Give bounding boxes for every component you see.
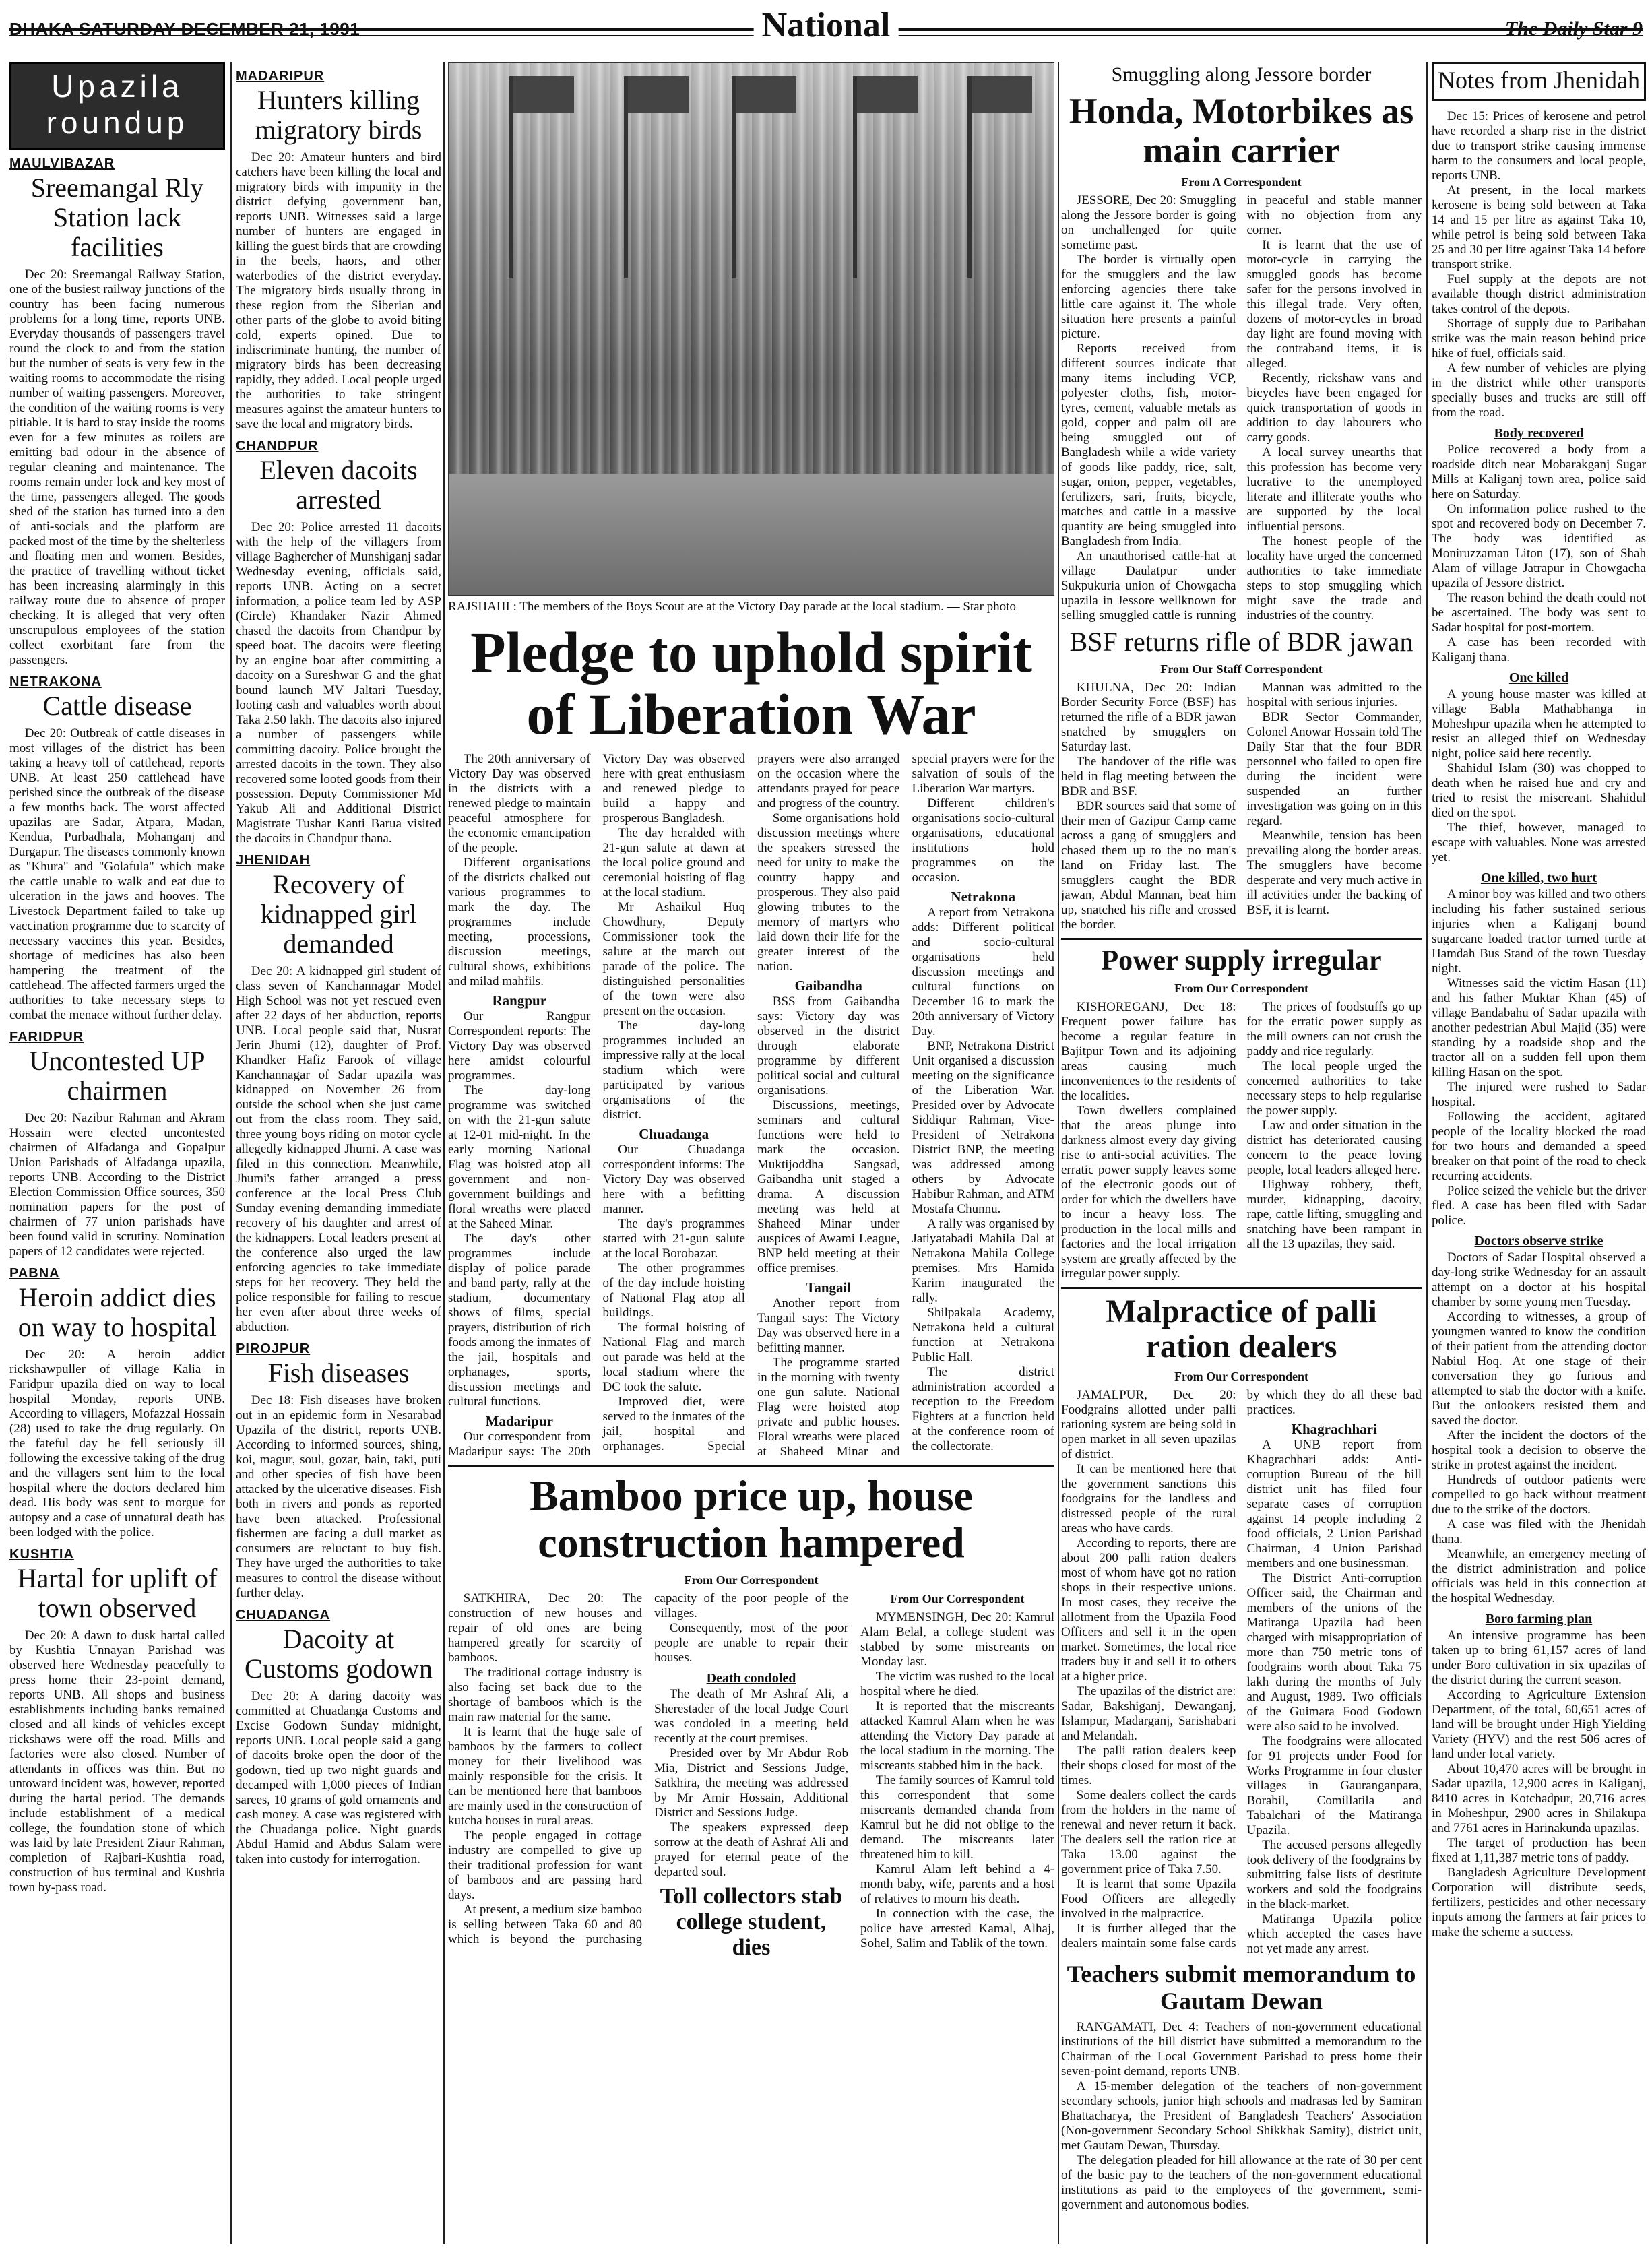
note-body: [1432, 887, 1646, 1228]
note-subhead: Doctors observe strike: [1474, 1234, 1603, 1248]
story-headline: Cattle disease: [42, 691, 192, 721]
note-paragraph: At present, in the local markets kerosene is being sold between at Taka 14 and 15 per litre as against Taka 10, while petrol is being sold between Taka 25 and 30 per litre against Taka 14 before transport strike.: [1432, 183, 1646, 272]
story-paragraph: RANGAMATI, Dec 4: Teachers of non-government educational institutions of the hill district have submitted a memorandum to the Chairman of the Local Government Parishad to press home their seven-point demand, reports UNB.: [1061, 2020, 1422, 2079]
story-paragraph: At present, a medium size bamboo is selling between Taka 60 and 80 which is beyond the purchasing capacity of the poor people of the villages.: [448, 1591, 848, 1946]
story-paragraph: According to reports, there are about 200 palli ration dealers most of whom have got no ration shops in their respective unions. In most cases, they receive the allotment from the Upazila Food Officers and sell it in the open market. Sometimes, the local rice traders buy it and sell it to others at a higher price.: [1061, 1536, 1236, 1684]
story-paragraph: Dec 20: Sreemangal Railway Station, one of the busiest railway junctions of the country has been facing numerous problems for a long time, reports UNB. Everyday thousands of passengers travel round the clock to and from the station but the number of seats is very few in the waiting rooms to accommodate the rising number of waiting passengers. Moreover, the condition of the waiting rooms is very pitiable. It is hard to stay inside the rooms even for a few minutes as toilets are emitting bad odour in the absence of regular cleaning and maintenance. The rooms remain under lock and key most of the time, passengers alleged. The goods shed of the station has turned into a den of anti-socials and the platform are packed most of the time by the shelterless and floating men and women. Besides, the practice of travelling without ticket has been increasing alarmingly in this railway route due to absence of proper checking. It is alleged that very often unscrupulous employees of the station collect exorbitant fare from the passengers.: [9, 267, 225, 667]
story-paragraph: The handover of the rifle was held in flag meeting between the BDR and BSF.: [1061, 755, 1236, 798]
column-smuggling: [1061, 62, 1422, 2244]
story-paragraph: Some organisations hold discussion meetings where the speakers stressed the need for unity to make the country happy and prosperous. They also paid glowing tributes to the memory of martyrs who laid down their life for the greater interest of the nation.: [757, 811, 900, 974]
story-paragraph: The death of Mr Ashraf Ali, a Sherestader of the local Judge Court was condoled in a meeting held recently at the court premises.: [654, 1687, 848, 1746]
story-paragraph: The people engaged in cottage industry are compelled to give up their traditional profession for want of bamboos and are passing hard days.: [448, 1829, 642, 1902]
story-body: [9, 1628, 225, 1895]
power-supply-headline: Power supply irregular: [1101, 945, 1382, 976]
story-paragraph: The 20th anniversary of Victory Day was observed in the districts with a renewed pledge to maintain peaceful atmosphere for the economic emancipation of the people.: [448, 752, 591, 855]
column-rule: [1426, 62, 1428, 2244]
note-paragraph: Shortage of supply due to Paribahan strike was the main reason behind price hike of fuel, officials said.: [1432, 317, 1646, 360]
bsf-headline: BSF returns rifle of BDR jawan: [1069, 627, 1413, 657]
note-subhead: One killed, two hurt: [1480, 870, 1597, 885]
story-paragraph: The programme started in the morning with twenty one gun salute. National Flag were hoisted atop private and public houses. Floral wreaths were placed at Shaheed Minar and special prayers were for the salvation of souls of the Liberation War martyrs.: [757, 752, 1054, 1459]
story-paragraph: The day heralded with 21-gun salute at dawn at the local police ground and ceremonial hoisting of flag at the local stadium.: [602, 826, 745, 899]
story-paragraph: Some dealers collect the cards from the holders in the name of renewal and never return it back. The dealers sell the ration rice at Taka 13.00 against the government price of Taka 7.50.: [1061, 1788, 1236, 1876]
story-paragraph: Different organisations of the districts chalked out various programmes to mark the day. The programmes include meeting, processions, discussion meetings, cultural shows, exhibitions and milad mahfils.: [448, 856, 591, 988]
story-paragraph: An unauthorised cattle-hat at village Daulatpur under Sukpukuria union of Chowgacha upazila in Jessore wellknown for selling smuggled cattle is running in peaceful and stable manner with no objection from any corner.: [1061, 193, 1422, 623]
story-paragraph: The day-long programmes included an impressive rally at the local stadium which were participated by various organisations of the district.: [602, 1019, 745, 1122]
story-paragraph: Matiranga Upazila police which accepted the cases have not yet made any arrest.: [1246, 1912, 1422, 1956]
note-paragraph: A few number of vehicles are plying in the district while other transports specially buses and trucks are still off from the road.: [1432, 361, 1646, 420]
story-subhead: Rangpur: [492, 992, 547, 1009]
story-paragraph: The family sources of Kamrul told this correspondent that some miscreants demanded chanda from Kamrul but he did not oblige to the demand. The miscreants later threatened him to kill.: [860, 1773, 1054, 1862]
story-paragraph: The upazilas of the district are: Sadar, Bakshiganj, Dewanganj, Islampur, Madarganj, Sarishabari and Melandah.: [1061, 1684, 1236, 1743]
note-paragraph: About 10,470 acres will be brought in Sadar upazila, 12,900 acres in Kaliganj, 8410 acres in Kotchadpur, 20,716 acres in Moheshpur, 2900 acres in Shilakupa and 7761 acres in Harinakunda upazilas.: [1432, 1762, 1646, 1835]
story-paragraph: KISHOREGANJ, Dec 18: Frequent power failure has become a regular feature in Bajitpur Town and its adjoining areas causing much inconveniences to the residents of the localities.: [1061, 1000, 1236, 1103]
story-paragraph: Dec 20: A kidnapped girl student of class seven of Kanchannagar Model High School was not yet rescued even after 22 days of her abduction, reports UNB. Local people said that, Nusrat Jerin Jhumi (12), daughter of Prof. Khandker Hafiz Farook of village Kanchannagar of Sadar upazila was kidnapped on November 26 from outside the school when she just came out from the class room. They said, three young boys riding on motor cycle allegedly kidnapped Jhumi. A case was filed in this connection. Meanwhile, Jhumi's father arranged a press conference at the local Press Club Sunday evening demanding immediate recovery of his daughter and arrest of the kidnappers. Local leaders present at the conference also urged the law enforcing agencies to take immediate steps for her recovery. They held the police responsible for failing to rescue her even after about three weeks of abduction.: [236, 964, 441, 1334]
story-paragraph: Reports received from different sources indicate that many items including VCP, polyester cloths, fish, motor-tyres, cement, valuable metals as gold, copper and palm oil are being smuggled out of Bangladesh while a wide variety of goods like paddy, rice, salt, sugar, onion, pepper, vegetables, fertilizers, sari, fruits, bicycle, matches and cattle in a massive quantity are being smuggled into Bangladesh from India.: [1061, 342, 1236, 548]
story-paragraph: The victim was rushed to the local hospital where he died.: [860, 1670, 1054, 1699]
column-rule: [1058, 62, 1059, 2244]
story-paragraph: Mannan was admitted to the hospital with serious injuries.: [1246, 680, 1422, 709]
story-body: [236, 1393, 441, 1601]
story-paragraph: The formal hoisting of National Flag and march out parade was held at the local stadium where the DC took the salute.: [602, 1321, 745, 1394]
story-paragraph: The day-long programme was switched on with the 21-gun salute at 12-01 mid-night. In the early morning National Flag was hoisted atop all government and non-government buildings and floral wreaths were placed at the Saheed Minar.: [448, 1083, 591, 1231]
story-paragraph: MYMENSINGH, Dec 20: Kamrul Alam Belal, a college student was stabbed by some miscreants on Monday last.: [860, 1610, 1054, 1669]
story-headline: Hartal for uplift of town observed: [17, 1563, 218, 1623]
story-paragraph: It is learnt that some Upazila Food Officers are allegedly involved in the malpractice.: [1061, 1877, 1236, 1921]
death-condoled-head: Death condoled: [706, 1671, 796, 1686]
note-subhead: One killed: [1508, 670, 1569, 685]
story-paragraph: A report from Netrakona adds: Different political and socio-cultural organisations held discussion meetings and cultural functions on December 16 to mark the 20th anniversary of Victory Day.: [912, 906, 1054, 1038]
story-subhead: Khagrachhari: [1291, 1421, 1377, 1437]
story-paragraph: A local survey unearths that this profession has become very lucrative to the unemployed literate and illiterate youths who are supported by the local influential persons.: [1246, 445, 1422, 534]
column-regional-news: [236, 62, 441, 2244]
story-paragraph: Our Rangpur Correspondent reports: The Victory Day was observed here amidst colourful programmes.: [448, 1009, 591, 1083]
story-paragraph: Highway robbery, theft, murder, kidnapping, dacoity, rape, cattle lifting, smuggling and snatching have been rampant in all the 13 upazilas, they said.: [1246, 1178, 1422, 1251]
story-headline: Recovery of kidnapped girl demanded: [260, 869, 417, 959]
story-paragraph: Dec 20: Outbreak of cattle diseases in most villages of the district has been taking a heavy toll of cattlehead, reports UNB. At least 250 cattlehead have perished since the outbreak of the disease a few months back. The worst affected upazilas are Sadar, Atpara, Madan, Kendua, Purbadhala, Mohanganj and Durgapur. The diseases commonly known as "Khura" and "Golafula" which make the cattle unable to walk and eat due to ulceration in the jaws and hooves. The Livestock Department failed to take up vaccination programme due to scarcity of necessary vaccines this year. Besides, shortage of medicines has also been hampering the treatment of the cattlehead. The affected farmers urged the authorities to take necessary steps to combat the menace without further delay.: [9, 726, 225, 1022]
story-paragraph: Dec 20: A daring dacoity was committed at Chuadanga Customs and Excise Godown Sunday midnight, reports UNB. Local people said a gang of dacoits broke open the door of the godown, tied up two night guards and decamped with 1,000 pieces of Indian sarees, 10 grams of gold ornaments and cash money. A case was registered with the Chuadanga police. Night guards Abdul Hamid and Abdus Salam were taken into custody for interrogation.: [236, 1689, 441, 1866]
story-paragraph: Dec 20: A dawn to dusk hartal called by Kushtia Unnayan Parishad was observed here Wednesday peacefully to press home their 23-point demand, reports UNB. All shops and business establishments including banks remained closed and all kinds of vehicles except rickshaws were off the road. Mills and factories were also closed. Number of attendants in offices was thin. But no untoward incident was, however, reported during the hartal period. The demands include establishment of a medical college, the foundation stone of which was laid by late President Ziaur Rahman, completion of Rajbari-Kushtia road, construction of bus terminal and Kushtia town by-pass road.: [9, 1628, 225, 1895]
toll-collectors-story: [860, 1610, 1054, 1951]
story-paragraph: The speakers expressed deep sorrow at the death of Ashraf Ali and prayed for eternal peace of the departed soul.: [654, 1820, 848, 1879]
story-paragraph: BDR sources said that some of their men of Gazipur Camp came across a gang of smugglers and chased them up to the no man's land on Friday last. The smugglers caught the BDR jawan, Abdul Mannan, beat him up, snatched his rifle and crossed the border.: [1061, 799, 1236, 932]
story-paragraph: KHULNA, Dec 20: Indian Border Security Force (BSF) has returned the rifle of a BDR jawan snatched by smugglers on Saturday last.: [1061, 680, 1236, 754]
story-paragraph: The local people urged the concerned authorities to take necessary steps to help regularise the power supply.: [1246, 1059, 1422, 1118]
story-headline: Dacoity at Customs godown: [245, 1624, 433, 1684]
toll-collectors-byline: From Our Correspondent: [890, 1592, 1025, 1606]
story-paragraph: Dec 20: A heroin addict rickshawpuller of village Kalia in Faridpur upazila died on way to local hospital Monday, reports UNB. According to villagers, Mofazzal Hossain (28) used to take the drug regularly. On the fateful day he fell seriously ill following the excessive taking of the drug and the villagers sent him to the local hospital where the doctors declared him dead. His body was sent to morgue for autopsy and a case of unnatural death has been lodged with the police.: [9, 1347, 225, 1540]
upazila-roundup-banner: Upazila roundup: [9, 62, 225, 150]
story-paragraph: Town dwellers complained that the areas plunge into darkness almost every day giving rise to anti-social activities. The erratic power supply leaves some of the electronic goods out of order for which the dwellers have to incur a heavy loss. The production in the local mills and factories and the local irrigation system are greatly affected by the irregular power supply.: [1061, 1104, 1236, 1281]
column-center: [448, 62, 1054, 2244]
bottom-stories: [448, 1591, 1054, 1961]
bamboo-byline: From Our Correspondent: [684, 1573, 819, 1587]
story-dateline-place: KUSHTIA: [9, 1547, 74, 1562]
note-paragraph: Police seized the vehicle but the driver fled. A case has been filed with Sadar police.: [1432, 1184, 1646, 1228]
story-paragraph: Shilpakala Academy, Netrakona held a cultural function at Netrakona Public Hall.: [912, 1306, 1054, 1364]
teachers-story: [1061, 2020, 1422, 2213]
story-paragraph: Kamrul Alam left behind a 4-month baby, wife, parents and a host of relatives to mourn his death.: [860, 1862, 1054, 1906]
bsf-story: [1061, 680, 1422, 932]
boys-scout-parade-photo: [448, 62, 1054, 596]
story-paragraph: The prices of foodstuffs go up for the erratic power supply as the mill owners can not crush the paddy and rice regularly.: [1246, 1000, 1422, 1058]
story-paragraph: Dec 18: Fish diseases have broken out in an epidemic form in Nesarabad Upazila of the district, reports UNB. According to informed sources, shing, koi, magur, soul, gozar, bain, taki, puti and other species of fish have been attacked by the ulcerative diseases. Fish both in rivers and ponds as reported have been attacked. Professional fishermen are facing a dull market as consumers are reluctant to buy fish. They have urged the authorities to take measures to control the disease without further delay.: [236, 1393, 441, 1600]
story-paragraph: The palli ration dealers keep their shops closed for most of the times.: [1061, 1744, 1236, 1787]
story-paragraph: Mr Ashaikul Huq Chowdhury, Deputy Commissioner took the salute at the march out parade of the police. The distinguished personalities of the town were also present on the occasion.: [602, 900, 745, 1018]
story-headline: Heroin addict dies on way to hospital: [18, 1282, 217, 1342]
power-supply-story: [1061, 1000, 1422, 1281]
palli-ration-story: [1061, 1388, 1422, 1957]
note-body: [1432, 687, 1646, 865]
note-paragraph: Dec 15: Prices of kerosene and petrol have recorded a sharp rise in the district due to transport strike causing immense harm to the consumers and local people, reports UNB.: [1432, 109, 1646, 183]
note-paragraph: A young house master was killed at village Babla Mathabhanga in Moheshpur upazila when he attempted to resist an alleged thief on Wednesday night, police said here recently.: [1432, 687, 1646, 761]
story-paragraph: It is further alleged that the dealers maintain some false cards by which they do all these bad practices.: [1061, 1388, 1422, 1950]
note-paragraph: An intensive programme has been taken up to bring 61,157 acres of land under Boro cultivation in six upazilas of the district during the current season.: [1432, 1628, 1646, 1687]
story-paragraph: BNP, Netrakona District Unit organised a discussion meeting on the significance of the Liberation War. Presided over by Advocate Siddiqur Rahman, Vice-President of Netrakona District BNP, the meeting was addressed among others by Advocate Habibur Rahman, and ATM Mostafa Chunnu.: [912, 1039, 1054, 1216]
story-paragraph: The accused persons allegedly took delivery of the foodgrains by submitting false lists of destitute workers and sold the foodgrains in the black-market.: [1246, 1838, 1422, 1911]
note-body: [1432, 109, 1646, 420]
story-paragraph: BSS from Gaibandha says: Victory day was observed in the district through elaborate programme by different political social and cultural organisations.: [757, 994, 900, 1098]
story-paragraph: It is learnt that the huge sale of bamboos by the farmers to collect money for their livelihood was mainly responsible for the crisis. It can be mentioned here that bamboos are mainly used in the construction of kutcha houses in rural areas.: [448, 1725, 642, 1828]
story-dateline-place: PIROJPUR: [236, 1341, 311, 1356]
note-paragraph: After the incident the doctors of the hospital took a decision to observe the strike in protest against the incident.: [1432, 1428, 1646, 1472]
bsf-byline: From Our Staff Correspondent: [1160, 662, 1323, 676]
story-subhead: Netrakona: [951, 889, 1016, 905]
story-dateline-place: MAULVIBAZAR: [9, 156, 115, 171]
story-paragraph: BDR Sector Commander, Colonel Anowar Hossain told The Daily Star that the four BDR personnel who failed to open fire during the incident were suspended an further investigation was going on in this regard.: [1246, 710, 1422, 828]
note-paragraph: Shahidul Islam (30) was chopped to death when he raised hue and cry and tried to resist the miscreant. Shahidul died on the spot.: [1432, 761, 1646, 820]
story-dateline-place: NETRAKONA: [9, 674, 102, 689]
story-paragraph: Discussions, meetings, seminars and cultural functions were held to mark the occasion. Muktijoddha Sangsad, Gaibandha unit staged a drama. A discussion meeting was held at Shaheed Minar under auspices of Awami League, BNP held meeting at their office premises.: [757, 1098, 900, 1275]
story-paragraph: Presided over by Mr Abdur Rob Mia, District and Sessions Judge, Satkhira, the meeting was addressed by Mr Amir Hossain, Additional District and Sessions Judge.: [654, 1746, 848, 1820]
story-subhead: Tangail: [806, 1279, 852, 1296]
story-paragraph: The district administration accorded a reception to the Freedom Fighters at a function held at the conference room of the collectorate.: [912, 1365, 1054, 1453]
note-body: [1432, 1250, 1646, 1606]
section-title: National: [754, 5, 899, 45]
story-paragraph: The border is virtually open for the smugglers and the law enforcing agencies there take little care against it. The whole situation here presents a painful picture.: [1061, 253, 1236, 341]
story-paragraph: It is reported that the miscreants attacked Kamrul Alam when he was attending the Victory Day parade at the local stadium in the morning. The miscreants stabbed him in the back.: [860, 1699, 1054, 1773]
story-paragraph: Our Chuadanga correspondent informs: The Victory Day was observed here with a befitting manner.: [602, 1143, 745, 1216]
note-paragraph: On information police rushed to the spot and recovered body on December 7. The body was identified as Moniruzzaman Liton (17), son of Shah Alam of village Jatrapur in Chowgacha upazila of Jessore district.: [1432, 502, 1646, 590]
story-paragraph: Recently, rickshaw vans and bicycles have been engaged for quick transportation of goods in addition to day labourers who carry goods.: [1246, 371, 1422, 445]
note-paragraph: Hundreds of outdoor patients were compelled to go back without treatment due to the strike of the doctors.: [1432, 1473, 1646, 1517]
story-paragraph: The traditional cottage industry is also facing set back due to the shortage of bamboos which is the main raw material for the same.: [448, 1665, 642, 1724]
story-paragraph: Consequently, most of the poor people are unable to repair their houses.: [654, 1621, 848, 1665]
dateline: DHAKA SATURDAY DECEMBER 21, 1991: [9, 19, 360, 39]
story-body: [236, 520, 441, 846]
note-paragraph: According to Agriculture Extension Department, of the total, 60,651 acres of land will be brought under High Yielding Variety (HYV) and the rest 506 acres of land under local variety.: [1432, 1688, 1646, 1761]
column-upazila-roundup: [9, 62, 225, 2244]
story-paragraph: JAMALPUR, Dec 20: Foodgrains allotted under palli rationing system are being sold in open market in all seven upazilas of district.: [1061, 1388, 1236, 1461]
story-dateline-place: PABNA: [9, 1266, 60, 1281]
honda-story: [1061, 193, 1422, 623]
story-headline: Uncontested UP chairmen: [29, 1046, 205, 1106]
story-paragraph: The day's other programmes include display of police parade and band party, rally at the stadium, documentary shows of films, special prayers, distribution of rich foods among the inmates of the jail, hospitals and orphanages, sports, discussion meetings and cultural functions.: [448, 1232, 591, 1409]
note-paragraph: Doctors of Sadar Hospital observed a day-long strike Wednesday for an assault attempt on a doctor at his hospital chamber by some young men Tuesday.: [1432, 1250, 1646, 1309]
section-divider: [1061, 1287, 1422, 1289]
note-paragraph: The reason behind the death could not be ascertained. The body was sent to Sadar hospital for post-mortem.: [1432, 591, 1646, 635]
story-paragraph: A 15-member delegation of the teachers of non-government secondary schools, junior high schools and madrasas led by Samiran Bhattacharya, the President of Bangladesh Teachers' Association (Non-government Secondary School Shikkhak Samity), district unit, met Gautam Dewan, Thursday.: [1061, 2079, 1422, 2153]
masthead: [9, 5, 1643, 47]
note-paragraph: According to witnesses, a group of youngmen wanted to know the condition of their patient from the attending doctor Nabiul Hoq. At one stage of their conversation they go furious and attempted to stab the doctor with a knife. But the onlookers resisted them and saved the doctor.: [1432, 1310, 1646, 1428]
photo-caption: RAJSHAHI : The members of the Boys Scout are at the Victory Day parade at the local stadium. — Star photo: [448, 600, 1016, 614]
note-paragraph: The target of production has been fixed at 1,11,387 metric tons of paddy.: [1432, 1836, 1646, 1865]
note-subhead: Boro farming plan: [1485, 1612, 1593, 1626]
story-dateline-place: CHANDPUR: [236, 439, 319, 453]
story-subhead: Gaibandha: [794, 978, 862, 994]
note-paragraph: Witnesses said the victim Hasan (11) and his father Muktar Khan (45) of village Bandabahu of Sadar upazila with another pedestrian Abul Majid (35) were standing by a roadside shop and the tractor all on a sudden fell upon them killing Hasan on the spot.: [1432, 976, 1646, 1079]
story-paragraph: Improved diet, were served to the inmates of the jail, hospital and orphanages. Special prayers were also arranged on the occasion where the attendants prayed for peace and progress of the country.: [602, 752, 900, 1453]
note-paragraph: Meanwhile, an emergency meeting of the district administration and police officials was held in this connection at the hospital Wednesday.: [1432, 1547, 1646, 1606]
story-headline: Fish diseases: [267, 1358, 410, 1388]
story-paragraph: It is learnt that the use of motor-cycle in carrying the smuggled goods has become safer for the persons involved in this illegal trade. Very often, dozens of motor-cycles in broad day light are found moving with the contraband items, it is alleged.: [1246, 238, 1422, 371]
note-paragraph: The thief, however, managed to escape with valuables. None was arrested yet.: [1432, 821, 1646, 864]
story-subhead: Madaripur: [485, 1413, 553, 1429]
notes-from-jhenidah-header: Notes from Jhenidah: [1432, 62, 1646, 101]
death-condoled-story: [654, 1687, 848, 1880]
story-paragraph: Our correspondent from Madaripur says: The 20th Victory Day was observed here with great enthusiasm and renewed pledge to build a happy and prosperous Bangladesh.: [448, 752, 745, 1459]
story-dateline-place: JHENIDAH: [236, 853, 311, 868]
column-notes-jhenidah: [1432, 62, 1646, 2244]
story-headline: Hunters killing migratory birds: [255, 85, 422, 145]
note-subhead: Body recovered: [1494, 426, 1584, 441]
col2-stories: [236, 69, 441, 1867]
note-paragraph: A minor boy was killed and two others including his father sustained serious injuries when a Kaliganj bound sugarcane loaded tractor turned turtle at Hamdah Bus Stand of the town Tuesday night.: [1432, 887, 1646, 976]
story-paragraph: JESSORE, Dec 20: Smuggling along the Jessore border is going on unchallenged for quite sometime past.: [1061, 193, 1236, 252]
story-headline: Sreemangal Rly Station lack facilities: [30, 172, 204, 262]
story-body: [9, 726, 225, 1023]
story-paragraph: Dec 20: Police arrested 11 dacoits with the help of the villagers from village Baghercher of Munshiganj sadar Wednesday evening, officials said, reports UNB. Acting on a secret information, a police team led by ASP (Circle) Khandaker Nazir Ahmed chased the dacoits from Chandpur by speed boat. The dacoits were fleeting by an engine boat after committing a dacoity on a Sureshwar G and the ghat bound launch MV Jaltari Tuesday, looting cash and valuables worth about Taka 2.50 lakh. The dacoits also injured a number of passengers while committing dacoity. Police brought the arrested dacoits in the town. They also recovered some looted goods from their possession. Deputy Commissioner Md Yakub Ali and Additional District Magistrate Tushar Kanti Barua visited the dacoits in Chandpur thana.: [236, 520, 441, 846]
note-paragraph: The injured were rushed to Sadar hospital.: [1432, 1080, 1646, 1109]
toll-collectors-headline: Toll collectors stab college student, dies: [660, 1884, 843, 1960]
story-headline: Eleven dacoits arrested: [259, 455, 418, 515]
story-paragraph: The honest people of the locality have urged the concerned authorities to take immediate steps to stop smuggling which might save the trade and industries of the country.: [1246, 534, 1422, 623]
story-paragraph: A UNB report from Khagrachhari adds: Anti-corruption Bureau of the hill district unit has filed four separate cases of corruption against 14 people including 2 food officials, 2 Union Parishad Chairman, 4 Union Parishad members and one businessman.: [1246, 1438, 1422, 1570]
section-divider: [1061, 938, 1422, 940]
story-paragraph: The day's programmes started with 21-gun salute at the local Borobazar.: [602, 1217, 745, 1261]
paper-name-page-number: The Daily Star 9: [1504, 18, 1643, 40]
note-paragraph: Bangladesh Agriculture Development Corporation will distribute seeds, fertilizers, pesticides and other necessary inputs among the farmers at fair prices to make the scheme a success.: [1432, 1866, 1646, 1939]
note-paragraph: A case was filed with the Jhenidah thana.: [1432, 1517, 1646, 1546]
story-paragraph: SATKHIRA, Dec 20: The construction of new houses and repair of old ones are being hampered greatly for scarcity of bamboos.: [448, 1591, 642, 1665]
story-paragraph: Different children's organisations socio-cultural organisations, educational institutions hold programmes on the occasion.: [912, 796, 1054, 885]
column-rule: [230, 62, 232, 2244]
story-body: [236, 964, 441, 1335]
story-paragraph: Dec 20: Amateur hunters and bird catchers have been killing the local and migratory birds with impunity in the district defying government ban, reports UNB. Witnesses said a large number of hunters are engaged in killing the guest birds that are crowding in the beels, haors, and other waterbodies of the district everyday. The migratory birds usually throng in these region from the Siberian and other parts of the globe to avoid biting cold, experts opined. Due to indiscriminate hunting, the number of migratory birds has been decreasing rapidly, they added. Local people urged the authorities to take stringent measures against the amateur hunters to save the local and migratory birds.: [236, 150, 441, 431]
story-paragraph: The District Anti-corruption Officer said, the Chairman and members of the unions of the Matiranga Upazila had been charged with misappropriation of more than 750 metric tons of foodgrains worth about Taka 75 lakh during the months of July and August, 1989. Two officials of the Guimara Food Godown were also said to be involved.: [1246, 1571, 1422, 1734]
smuggling-kicker: Smuggling along Jessore border: [1111, 63, 1372, 86]
story-paragraph: It can be mentioned here that the government sanctions this foodgrains for the landless and distressed people of the rural areas who have cards.: [1061, 1462, 1236, 1535]
note-paragraph: Following the accident, agitated people of the locality blocked the road for two hours and demanded a speed breaker on that point of the road to check recurring accidents.: [1432, 1110, 1646, 1183]
teachers-headline: Teachers submit memorandum to Gautam Dewan: [1067, 1961, 1416, 2014]
note-paragraph: A case has been recorded with Kaliganj thana.: [1432, 635, 1646, 664]
power-supply-byline: From Our Correspondent: [1174, 982, 1308, 995]
honda-byline: From A Correspondent: [1181, 175, 1302, 189]
victory-day-story: [448, 752, 1054, 1459]
palli-ration-byline: From Our Correspondent: [1174, 1370, 1308, 1383]
note-paragraph: Fuel supply at the depots are not available though district administration takes control of the depots.: [1432, 272, 1646, 316]
story-paragraph: The foodgrains were allocated for 91 projects under Food for Works Programme in four cluster villages in Gauranganpara, Borabil, Comillatila and Tabalchari of the Matiranga Upazila.: [1246, 1734, 1422, 1837]
story-body: [236, 1689, 441, 1867]
section-divider: [448, 1465, 1054, 1467]
story-paragraph: Another report from Tangail says: The Victory Day was observed here in a befitting manner.: [757, 1296, 900, 1355]
note-body: [1432, 1628, 1646, 1940]
col1-stories: [9, 156, 225, 1895]
honda-headline: Honda, Motorbikes as main carrier: [1069, 91, 1414, 170]
story-body: [9, 267, 225, 668]
story-paragraph: Dec 20: Nazibur Rahman and Akram Hossain were elected uncontested chairmen of Alfadanga and Gopalpur Union Parishads of Alfadanga upazila, reports UNB. According to the District Election Commission Office sources, 350 nomination papers for the post of chairmen of 77 union parishads have been found valid in scrutiny. Nomination papers of 12 candidates were rejected.: [9, 1111, 225, 1259]
story-paragraph: Law and order situation in the district has deteriorated causing concern to the peace loving people, local leaders alleged here.: [1246, 1118, 1422, 1177]
victory-day-headline: Pledge to uphold spirit of Liberation War: [470, 620, 1032, 747]
story-paragraph: The delegation pleaded for hill allowance at the rate of 30 per cent of the basic pay to the teachers of the non-government educational institutions as paid to the employees of the government, semi-government and autonomous bodies.: [1061, 2153, 1422, 2212]
note-paragraph: Police recovered a body from a roadside ditch near Mobarakganj Sugar Mills at Kaliganj town area, police said here on Saturday.: [1432, 443, 1646, 501]
bamboo-headline: Bamboo price up, house construction hampered: [530, 1471, 973, 1566]
story-dateline-place: FARIDPUR: [9, 1029, 84, 1044]
story-subhead: Chuadanga: [639, 1126, 709, 1142]
palli-ration-headline: Malpractice of palli ration dealers: [1106, 1294, 1377, 1364]
column-rule: [443, 62, 445, 2244]
story-dateline-place: MADARIPUR: [236, 69, 325, 84]
story-dateline-place: CHUADANGA: [236, 1608, 331, 1622]
notes-items: [1432, 109, 1646, 1940]
story-paragraph: The other programmes of the day include hoisting of National Flag atop all buildings.: [602, 1261, 745, 1320]
note-body: [1432, 443, 1646, 665]
story-paragraph: In connection with the case, the police have arrested Kamal, Alhaj, Sohel, Salim and Tablik of the town.: [860, 1907, 1054, 1950]
story-body: [236, 150, 441, 432]
story-paragraph: A rally was organised by Jatiyatabadi Mahila Dal at Netrakona Mahila College premises. Mrs Hamida Karim inaugurated the rally.: [912, 1217, 1054, 1305]
story-paragraph: Meanwhile, tension has been prevailing along the border areas. The smugglers have become desperate and very much active in ill activities under the backing of BSF, it is learnt.: [1246, 829, 1422, 917]
story-body: [9, 1111, 225, 1259]
story-body: [9, 1347, 225, 1540]
